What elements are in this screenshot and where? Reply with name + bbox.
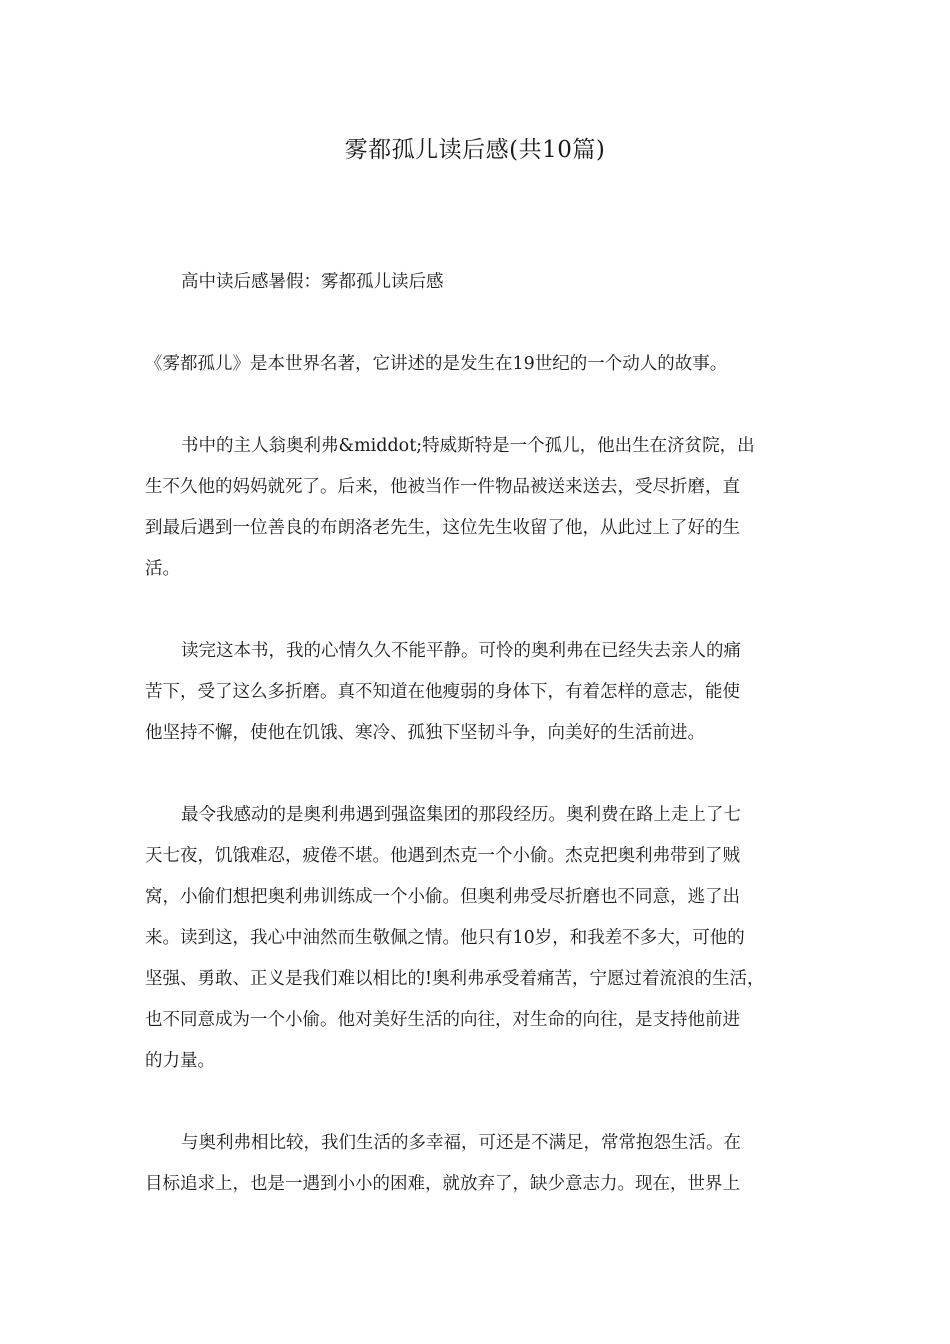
paragraph-line: 坚强、勇敢、正义是我们难以相比的!奥利弗承受着痛苦，宁愿过着流浪的生活， bbox=[145, 969, 765, 989]
paragraph-line: 活。 bbox=[145, 559, 180, 579]
document-title: 雾都孤儿读后感(共10篇) bbox=[344, 137, 606, 163]
paragraph-3 bbox=[145, 426, 810, 590]
paragraph-line: 他坚持不懈，使他在饥饿、寒冷、孤独下坚韧斗争，向美好的生活前进。 bbox=[145, 723, 705, 743]
paragraph-line: 苦下，受了这么多折磨。真不知道在他瘦弱的身体下，有着怎样的意志，能使 bbox=[145, 682, 740, 702]
paragraph-line: 天七夜，饥饿难忍，疲倦不堪。他遇到杰克一个小偷。杰克把奥利弗带到了贼 bbox=[145, 846, 740, 866]
paragraph-line: 生不久他的妈妈就死了。后来，他被当作一件物品被送来送去，受尽折磨，直 bbox=[145, 477, 740, 497]
paragraph-line: 书中的主人翁奥利弗&middot;特威斯特是一个孤儿，他出生在济贫院，出 bbox=[181, 436, 755, 456]
paragraph-5 bbox=[145, 795, 810, 1082]
paragraph-6 bbox=[145, 1123, 810, 1205]
paragraph-line: 来。读到这，我心中油然而生敬佩之情。他只有10岁，和我差不多大，可他的 bbox=[145, 928, 745, 948]
paragraph-line: 的力量。 bbox=[145, 1051, 215, 1071]
paragraph-line: 最令我感动的是奥利弗遇到强盗集团的那段经历。奥利费在路上走上了七 bbox=[181, 805, 741, 825]
paragraph-line: 与奥利弗相比较，我们生活的多幸福，可还是不满足，常常抱怨生活。在 bbox=[181, 1133, 741, 1153]
paragraph-line: 读完这本书，我的心情久久不能平静。可怜的奥利弗在已经失去亲人的痛 bbox=[181, 641, 741, 661]
paragraph-line: 也不同意成为一个小偷。他对美好生活的向往，对生命的向往，是支持他前进 bbox=[145, 1010, 740, 1030]
paragraph-line: 高中读后感暑假：雾都孤儿读后感 bbox=[181, 272, 444, 292]
paragraph-line: 到最后遇到一位善良的布朗洛老先生，这位先生收留了他，从此过上了好的生 bbox=[145, 518, 740, 538]
paragraph-2 bbox=[145, 344, 810, 385]
document-body bbox=[145, 262, 810, 1246]
paragraph-line: 《雾都孤儿》是本世界名著，它讲述的是发生在19世纪的一个动人的故事。 bbox=[145, 354, 728, 374]
paragraph-line: 窝，小偷们想把奥利弗训练成一个小偷。但奥利弗受尽折磨也不同意，逃了出 bbox=[145, 887, 740, 907]
paragraph-line: 目标追求上，也是一遇到小小的困难，就放弃了，缺少意志力。现在，世界上 bbox=[145, 1174, 740, 1194]
paragraph-4 bbox=[145, 631, 810, 754]
paragraph-1 bbox=[145, 262, 810, 303]
